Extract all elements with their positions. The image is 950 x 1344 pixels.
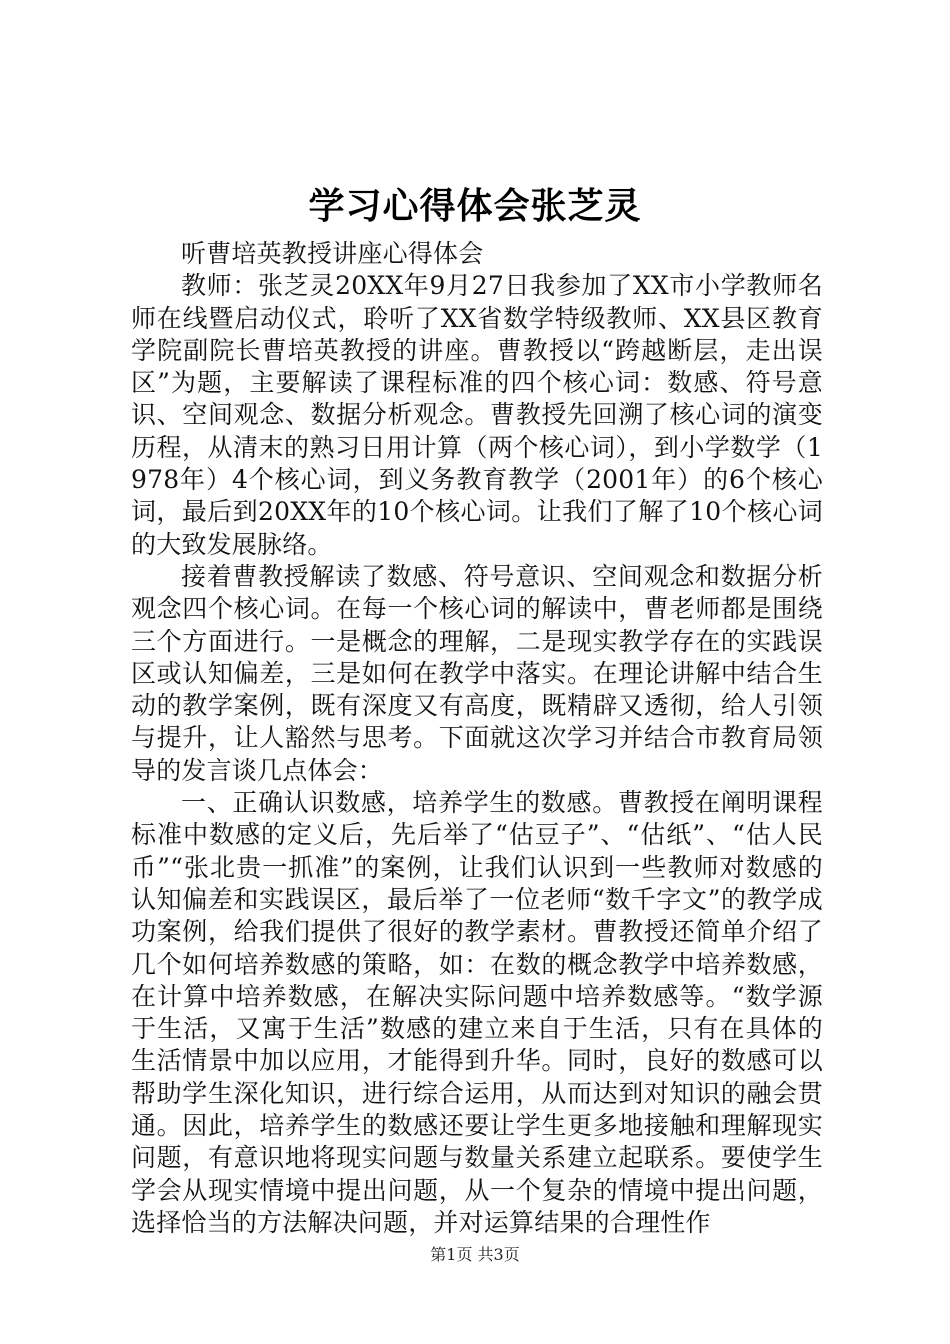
page-footer: 第1页 共3页: [430, 1245, 520, 1264]
document-title: 学习心得体会张芝灵: [308, 186, 642, 227]
document-body: [131, 238, 823, 1239]
paragraph-subtitle: 听曹培英教授讲座心得体会: [181, 239, 484, 268]
paragraph-intro: 教师：张芝灵20XX年9月27日我参加了XX市小学教师名师在线暨启动仪式，聆听了XX省数学特级教师、XX县区教育学院副院长曹培英教授的讲座。曹教授以“跨越断层，走出误区”为题，主要解读了课程标准的四个核心词：数感、符号意识、空间观念、数据分析观念。曹教授先回溯了核心词的演变历程，从清末的熟习日用计算（两个核心词），到小学数学（1978年）4个核心词，到义务教育教学（2001年）的6个核心词，最后到20XX年的10个核心词。让我们了解了10个核心词的大致发展脉络。: [131, 271, 823, 559]
paragraph-interpretation: 接着曹教授解读了数感、符号意识、空间观念和数据分析观念四个核心词。在每一个核心词的解读中，曹老师都是围绕三个方面进行。一是概念的理解，二是现实教学存在的实践误区或认知偏差，三是如何在教学中落实。在理论讲解中结合生动的教学案例，既有深度又有高度，既精辟又透彻，给人引领与提升，让人豁然与思考。下面就这次学习并结合市教育局领导的发言谈几点体会：: [131, 561, 823, 785]
paragraph-number-sense: 一、正确认识数感，培养学生的数感。曹教授在阐明课程标准中数感的定义后，先后举了“估豆子”、“估纸”、“估人民币”“张北贵一抓准”的案例，让我们认识到一些教师对数感的认知偏差和实践误区，最后举了一位老师“数千字文”的教学成功案例，给我们提供了很好的教学素材。曹教授还简单介绍了几个如何培养数感的策略，如：在数的概念教学中培养数感，在计算中培养数感，在解决实际问题中培养数感等。“数学源于生活，又寓于生活”数感的建立来自于生活，只有在具体的生活情景中加以应用，才能得到升华。同时，良好的数感可以帮助学生深化知识，进行综合运用，从而达到对知识的融会贯通。因此，培养学生的数感还要让学生更多地接触和理解现实问题，有意识地将现实问题与数量关系建立起联系。要使学生学会从现实情境中提出问题，从一个复杂的情境中提出问题，选择恰当的方法解决问题，并对运算结果的合理性作: [131, 788, 823, 1237]
